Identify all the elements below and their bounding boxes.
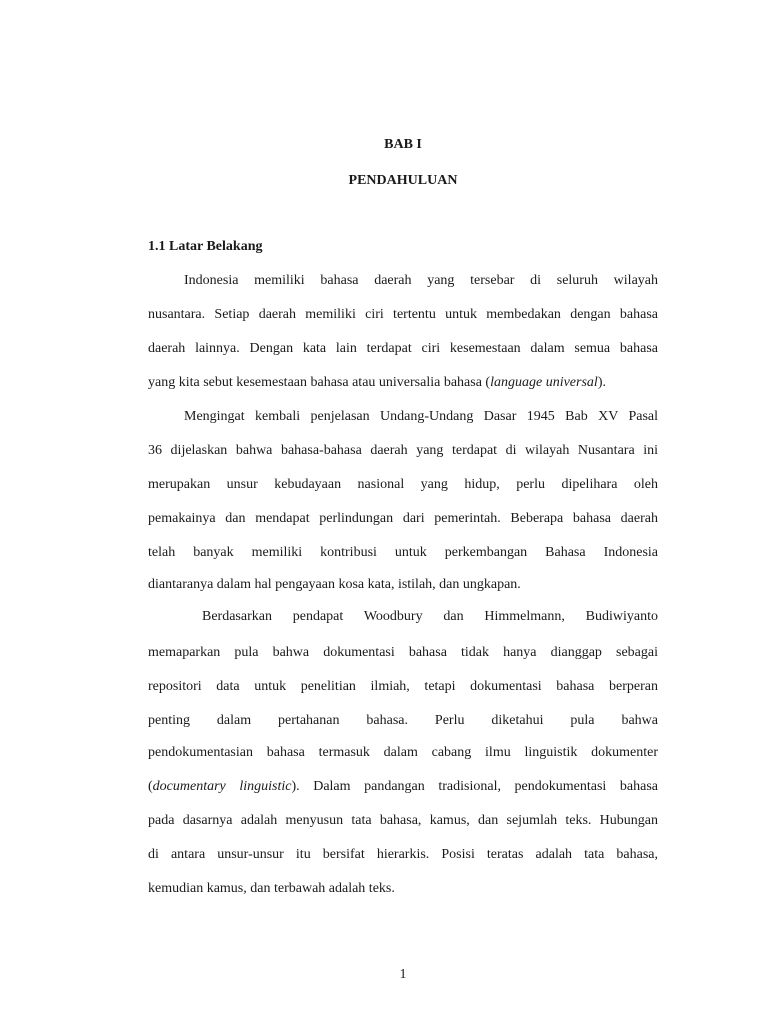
italic-term-language-universal: language universal — [490, 375, 598, 390]
paragraph-3-line-6-suffix: ). Dalam pandangan tradisional, pendokumentasi bahasa — [291, 779, 658, 794]
paragraph-1-line-3: daerah lainnya. Dengan kata lain terdapat ciri kesemestaan dalam semua bahasa — [148, 341, 658, 356]
paragraph-3-line-6-prefix: ( — [148, 779, 153, 794]
paragraph-3-line-4: penting dalam pertahanan bahasa. Perlu diketahui pula bahwa — [148, 713, 658, 728]
paragraph-2-line-1: Mengingat kembali penjelasan Undang-Undang Dasar 1945 Bab XV Pasal — [184, 409, 658, 424]
paragraph-2-line-2: 36 dijelaskan bahwa bahasa-bahasa daerah yang terdapat di wilayah Nusantara ini — [148, 443, 658, 458]
paragraph-3-line-8: di antara unsur-unsur itu bersifat hierarkis. Posisi teratas adalah tata bahasa, — [148, 847, 658, 862]
chapter-title: PENDAHULUAN — [348, 173, 458, 188]
paragraph-2-line-6: diantaranya dalam hal pengayaan kosa kata, istilah, dan ungkapan. — [148, 577, 521, 592]
paragraph-1-line-4-suffix: ). — [597, 375, 606, 390]
paragraph-3-line-9: kemudian kamus, dan terbawah adalah teks. — [148, 881, 395, 896]
paragraph-3-line-6 — [148, 778, 658, 796]
paragraph-3-line-2: memaparkan pula bahwa dokumentasi bahasa tidak hanya dianggap sebagai — [148, 645, 658, 660]
paragraph-3-line-3: repositori data untuk penelitian ilmiah, tetapi dokumentasi bahasa berperan — [148, 679, 658, 694]
page-number: 1 — [399, 967, 407, 982]
paragraph-1-line-1: Indonesia memiliki bahasa daerah yang tersebar di seluruh wilayah — [184, 273, 658, 288]
paragraph-1-line-2: nusantara. Setiap daerah memiliki ciri tertentu untuk membedakan dengan bahasa — [148, 307, 658, 322]
paragraph-3-line-1: Berdasarkan pendapat Woodbury dan Himmelmann, Budiwiyanto — [202, 609, 658, 624]
paragraph-2-line-5: telah banyak memiliki kontribusi untuk perkembangan Bahasa Indonesia — [148, 545, 658, 560]
paragraph-3-line-7: pada dasarnya adalah menyusun tata bahasa, kamus, dan sejumlah teks. Hubungan — [148, 813, 658, 828]
paragraph-1-line-4 — [148, 374, 658, 392]
paragraph-3-line-5: pendokumentasian bahasa termasuk dalam cabang ilmu linguistik dokumenter — [148, 745, 658, 760]
paragraph-1-line-4-text: yang kita sebut kesemestaan bahasa atau universalia bahasa ( — [148, 375, 491, 390]
paragraph-2-line-3: merupakan unsur kebudayaan nasional yang hidup, perlu dipelihara oleh — [148, 477, 658, 492]
section-heading: 1.1 Latar Belakang — [148, 239, 263, 254]
italic-term-documentary-linguistic: documentary linguistic — [152, 779, 292, 794]
paragraph-2-line-4: pemakainya dan mendapat perlindungan dari pemerintah. Beberapa bahasa daerah — [148, 511, 658, 526]
chapter-label: BAB I — [384, 137, 422, 152]
